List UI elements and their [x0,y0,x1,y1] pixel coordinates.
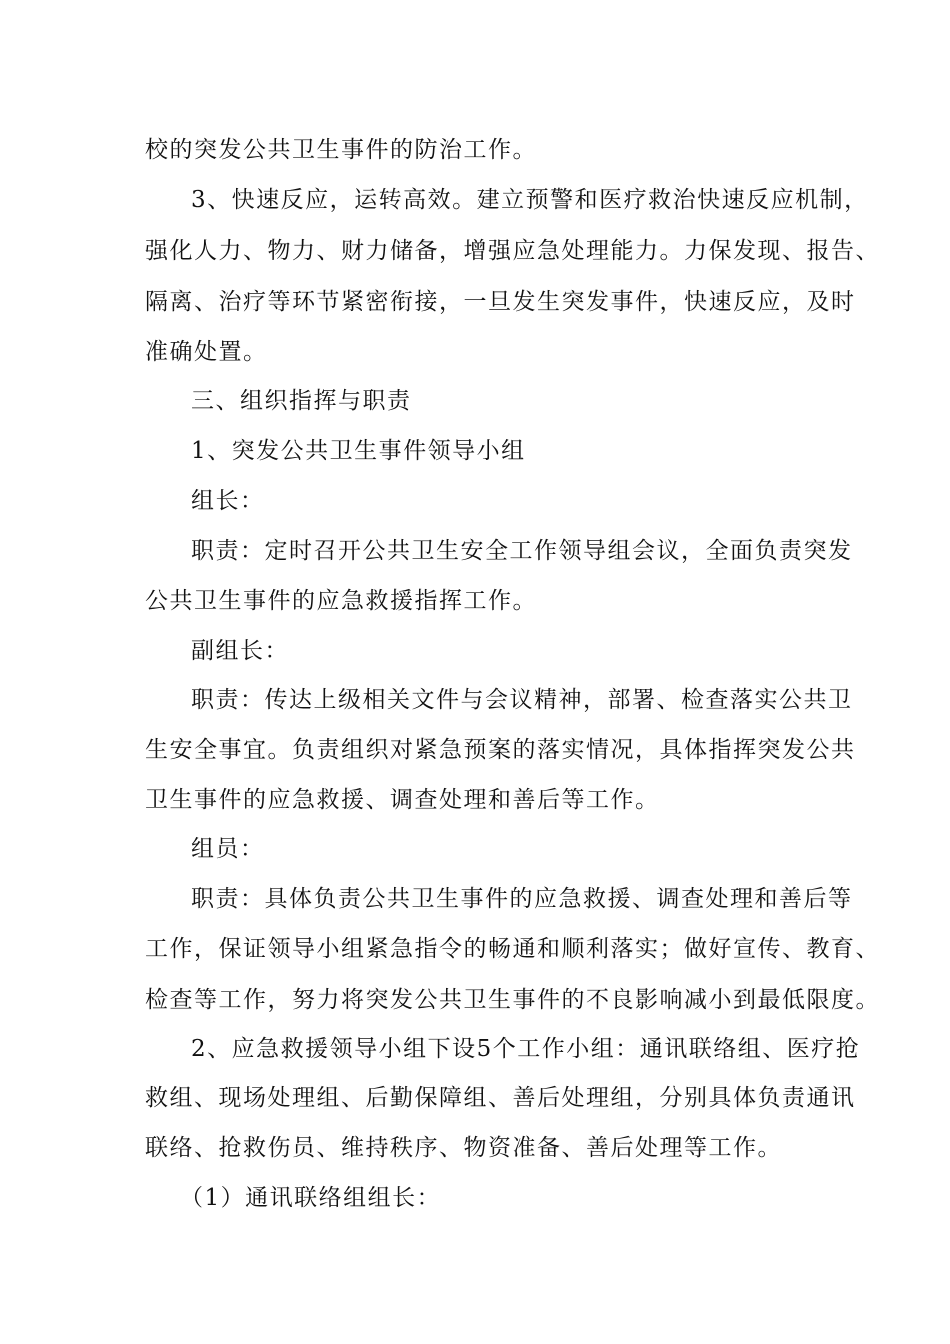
paragraph-line: 卫生事件的应急救援、调查处理和善后等工作。 [145,787,660,813]
paragraph-line: 3、快速反应，运转高效。建立预警和医疗救治快速反应机制， [191,187,869,213]
paragraph-line: 校的突发公共卫生事件的防治工作。 [145,137,537,163]
role-label: 组长： [191,488,265,514]
paragraph-line: 联络、抢救伤员、维持秩序、物资准备、善后处理等工作。 [145,1135,782,1161]
paragraph-line: 救组、现场处理组、后勤保障组、善后处理组，分别具体负责通讯 [145,1085,856,1111]
role-label: 组员： [191,836,265,862]
role-label: 副组长： [191,638,289,664]
paragraph-line: 生安全事宜。负责组织对紧急预案的落实情况，具体指挥突发公共 [145,737,856,763]
paragraph-line: 职责：具体负责公共卫生事件的应急救援、调查处理和善后等 [191,886,853,912]
paragraph-line: 职责：定时召开公共卫生安全工作领导组会议，全面负责突发 [191,538,853,564]
paragraph-line: 准确处置。 [145,339,268,365]
paragraph-line: 职责：传达上级相关文件与会议精神，部署、检查落实公共卫 [191,687,853,713]
subsection-heading: 1、突发公共卫生事件领导小组 [191,438,526,464]
section-heading: 三、组织指挥与职责 [191,388,412,414]
paragraph-line: 公共卫生事件的应急救援指挥工作。 [145,588,537,614]
paragraph-line: 工作，保证领导小组紧急指令的畅通和顺利落实；做好宣传、教育、 [145,936,880,962]
paragraph-line: 强化人力、物力、财力储备，增强应急处理能力。力保发现、报告、 [145,238,880,264]
paragraph-line: 隔离、治疗等环节紧密衔接，一旦发生突发事件，快速反应，及时 [145,289,856,315]
subsection-heading: （1）通讯联络组组长： [180,1185,442,1211]
paragraph-line: 2、应急救援领导小组下设5个工作小组：通讯联络组、医疗抢 [191,1036,861,1062]
paragraph-line: 检查等工作，努力将突发公共卫生事件的不良影响减小到最低限度。 [145,987,880,1013]
